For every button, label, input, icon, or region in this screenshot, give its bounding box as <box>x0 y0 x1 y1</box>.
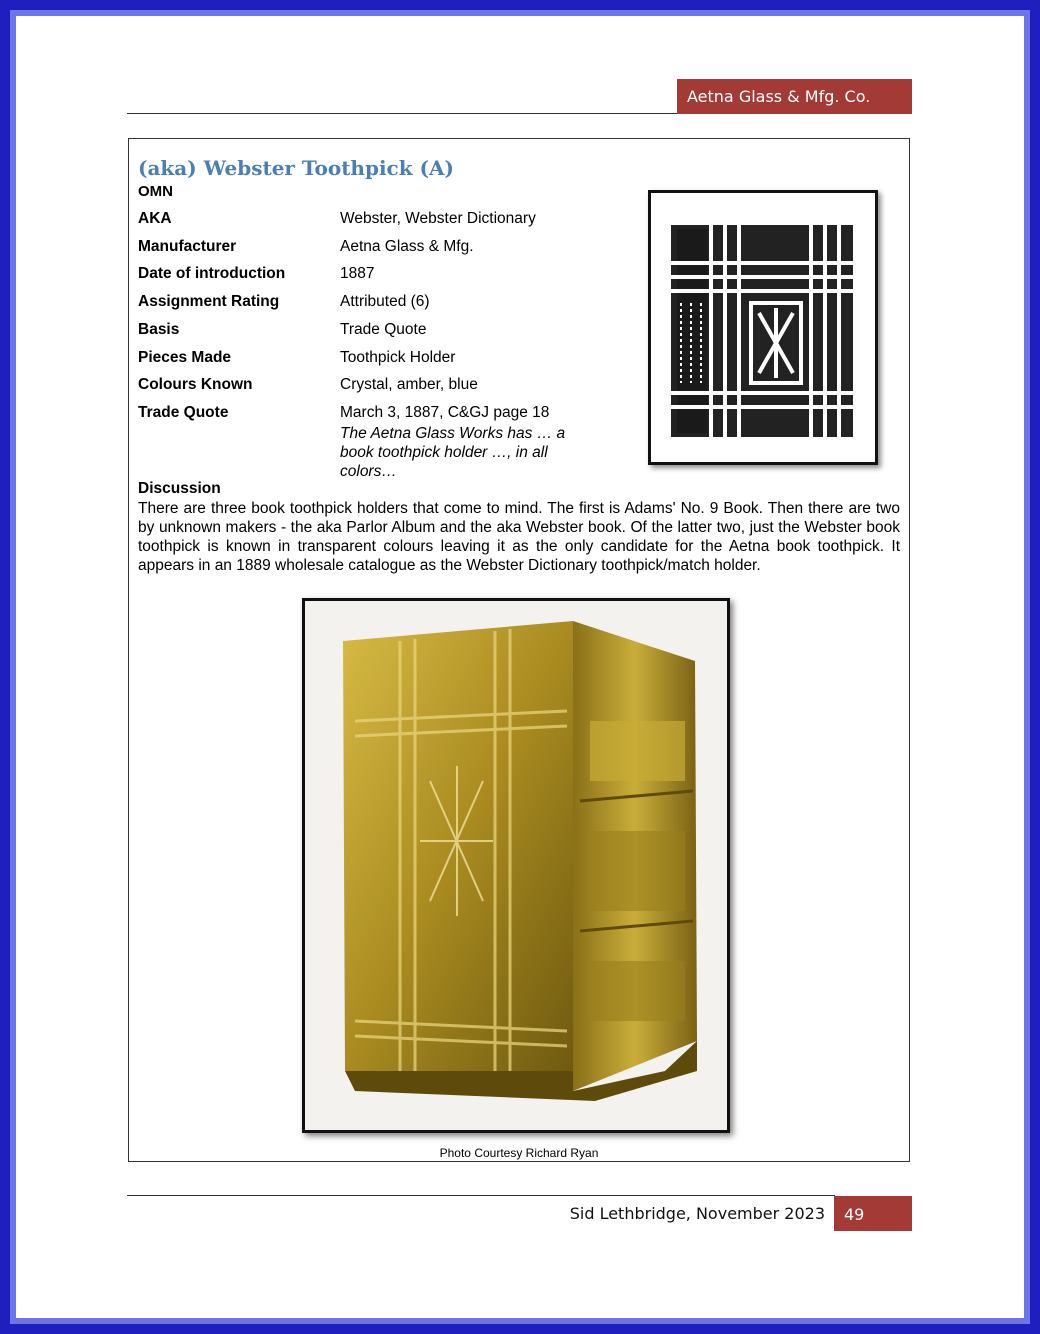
trade-quote-text: The Aetna Glass Works has … a book toothpick holder …, in all colors… <box>340 425 566 480</box>
header-org-tab: Aetna Glass & Mfg. Co. <box>677 79 912 114</box>
discussion-text: There are three book toothpick holders that come to mind. The first is Adams' No. 9 Book. Then there are two by unknown makers - the aka Parlor Album and the aka Webster book. Of the latter two, just the Webster book toothpick is known in transparent colours leaving it as the only candidate for the Aetna book toothpick. It appears in an 1889 wholesale catalogue as the Webster Dictionary toothpick/match holder. <box>138 500 900 574</box>
value-colours: Crystal, amber, blue <box>340 376 478 393</box>
footer-author-date: Sid Lethbridge, November 2023 <box>569 1204 825 1223</box>
value-date: 1887 <box>340 265 375 282</box>
omn-label: OMN <box>138 183 173 200</box>
entry-title: (aka) Webster Toothpick (A) <box>138 156 454 180</box>
label-manufacturer: Manufacturer <box>138 238 237 255</box>
label-colours: Colours Known <box>138 376 253 393</box>
amber-glass-book-photo <box>305 601 727 1130</box>
footer-rule <box>127 1195 835 1196</box>
page-number: 49 <box>834 1196 912 1231</box>
discussion-heading: Discussion <box>138 480 221 497</box>
label-date: Date of introduction <box>138 265 286 282</box>
catalogue-sketch <box>648 190 878 465</box>
value-rating: Attributed (6) <box>340 293 430 310</box>
label-pieces: Pieces Made <box>138 349 232 366</box>
value-manufacturer: Aetna Glass & Mfg. <box>340 238 474 255</box>
photo-caption: Photo Courtesy Richard Ryan <box>439 1146 599 1160</box>
value-trade-quote: March 3, 1887, C&GJ page 18 <box>340 404 550 421</box>
label-aka: AKA <box>138 210 172 227</box>
label-trade-quote: Trade Quote <box>138 404 229 421</box>
label-rating: Assignment Rating <box>138 293 280 310</box>
value-aka: Webster, Webster Dictionary <box>340 210 536 227</box>
book-sketch-illustration <box>651 193 875 462</box>
label-basis: Basis <box>138 321 180 338</box>
value-pieces: Toothpick Holder <box>340 349 456 366</box>
product-photo <box>302 598 730 1133</box>
header-rule <box>127 113 677 114</box>
value-basis: Trade Quote <box>340 321 427 338</box>
